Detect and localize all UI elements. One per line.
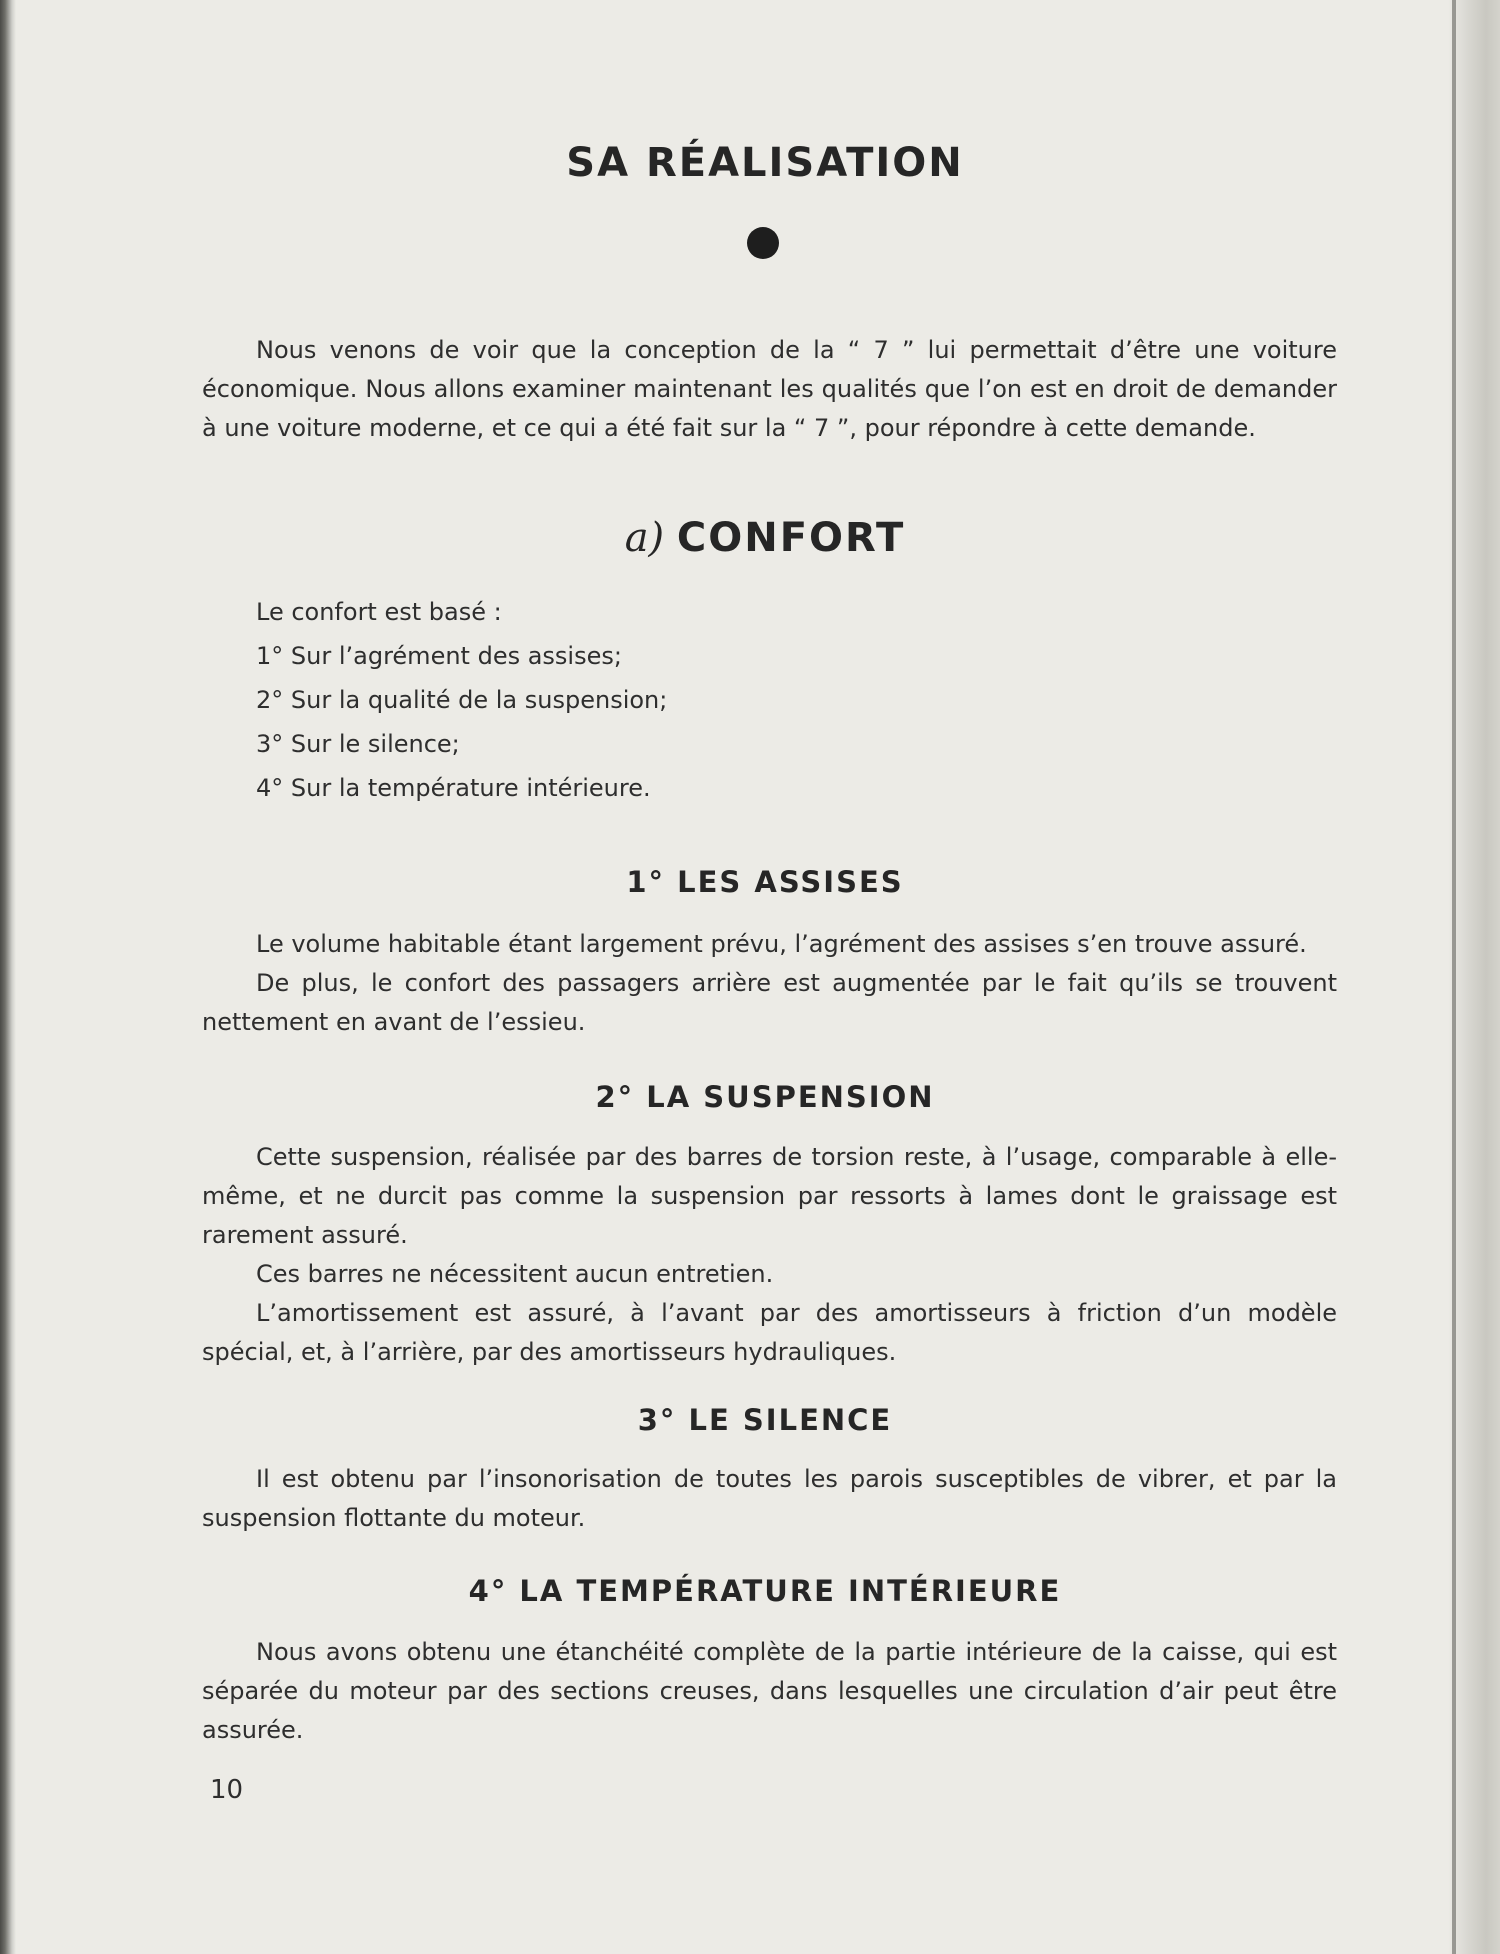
silence-paragraph: Il est obtenu par l’insonorisation de toutes les parois susceptibles de vibrer, et par la suspension flottante du moteur. <box>202 1465 1337 1532</box>
confort-item-2: 2° Sur la qualité de la suspension; <box>256 686 668 714</box>
section-letter: a) <box>624 515 665 561</box>
page-left-edge <box>0 0 16 1954</box>
confort-item-3: 3° Sur le silence; <box>256 730 460 758</box>
heading-temperature: 4° LA TEMPÉRATURE INTÉRIEURE <box>468 1574 1062 1608</box>
page-number: 10 <box>210 1775 244 1805</box>
confort-lead: Le confort est basé : <box>256 598 502 626</box>
intro-paragraph: Nous venons de voir que la conception de la “ 7 ” lui permettait d’être une voiture économique. Nous allons examiner maintenant les qualités que l’on est en droit de demander à une voiture moderne, et ce qui a été fait sur la “ 7 ”, pour répondre à cette demande. <box>202 336 1337 442</box>
suspension-paragraph-1: Cette suspension, réalisée par des barres de torsion reste, à l’usage, comparable à elle-même, et ne durcit pas comme la suspension par ressorts à lames dont le graissage est rarement assuré. <box>202 1143 1337 1249</box>
assises-paragraph-1: Le volume habitable étant largement prévu, l’agrément des assises s’en trouve assuré. <box>256 930 1307 958</box>
page-title: SA RÉALISATION <box>566 140 964 186</box>
heading-suspension: 2° LA SUSPENSION <box>595 1080 935 1114</box>
heading-silence: 3° LE SILENCE <box>637 1403 893 1437</box>
suspension-paragraph-2: Ces barres ne nécessitent aucun entretien. <box>256 1260 774 1288</box>
bullet-ornament <box>747 227 779 259</box>
binding-shadow <box>1452 0 1456 1954</box>
assises-paragraph-2: De plus, le confort des passagers arrière est augmentée par le fait qu’ils se trouvent nettement en avant de l’essieu. <box>202 969 1337 1036</box>
section-word: CONFORT <box>676 515 906 561</box>
confort-item-4: 4° Sur la température intérieure. <box>256 774 651 802</box>
heading-assises: 1° LES ASSISES <box>626 865 904 899</box>
temperature-paragraph: Nous avons obtenu une étanchéité complète de la partie intérieure de la caisse, qui est séparée du moteur par des sections creuses, dans lesquelles une circulation d’air peut être assurée. <box>202 1638 1337 1744</box>
confort-item-1: 1° Sur l’agrément des assises; <box>256 642 622 670</box>
suspension-paragraph-3: L’amortissement est assuré, à l’avant par des amortisseurs à friction d’un modèle spécial, et, à l’arrière, par des amortisseurs hydrauliques. <box>202 1299 1337 1366</box>
section-heading-confort <box>0 515 1500 561</box>
